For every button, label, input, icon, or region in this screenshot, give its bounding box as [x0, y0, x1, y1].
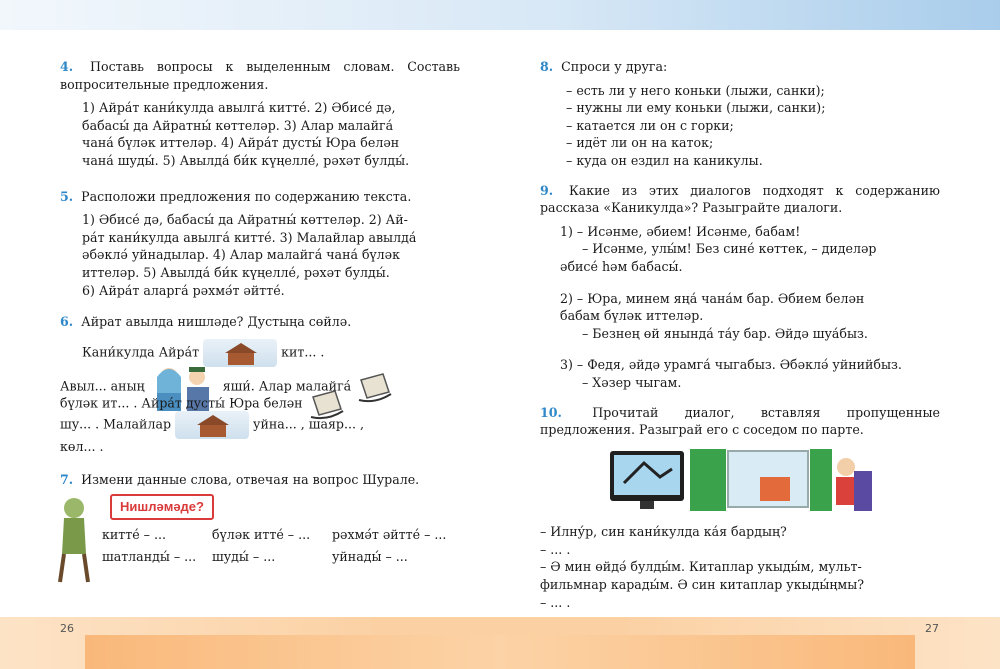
question-list	[566, 82, 940, 170]
dialogue-1	[560, 223, 940, 276]
exercise-9	[540, 182, 940, 392]
dialogue-line: – Хәзер чыгам.	[582, 374, 682, 390]
list-item: – нужны ли ему коньки (лыжи, санки);	[566, 99, 940, 117]
text-line: чана́ шуды́. 5) Авылда́ би́к күңелле́, рәхәт булды́.	[82, 152, 410, 168]
text-line: 6) Айра́т аларга́ рәхмә́т әйтте́.	[82, 282, 285, 298]
exercise-title: Расположи предложения по содержанию текста.	[81, 188, 412, 204]
fill-text: яши́. Алар малайга́	[222, 378, 352, 394]
list-item: – катается ли он с горки;	[566, 117, 940, 135]
exercise-number: 6.	[60, 314, 74, 330]
text-line: 1) Айра́т кани́кулда авылга́ китте́. 2) Әбисе́ дә,	[82, 100, 396, 116]
word-item: шатланды́ – ...	[102, 548, 197, 564]
word-item: уйнады́ – ...	[332, 548, 408, 564]
shurale-character-image	[52, 494, 98, 584]
bottom-banner	[0, 617, 1000, 669]
dialogue-2	[560, 290, 940, 343]
exercise-8	[540, 58, 940, 170]
word-grid	[102, 526, 460, 565]
dialogue-line: – ... .	[540, 594, 571, 610]
fill-text: Авыл... аның	[60, 378, 145, 394]
exercise-number: 10.	[540, 404, 562, 420]
exercise-number: 4.	[60, 59, 74, 74]
page-number-right: 27	[925, 622, 939, 635]
exercise-title: Прочитай диалог, вставляя пропущенные предложения. Разыграй его с соседом по парте.	[540, 404, 940, 438]
dialogue-line: 2) – Юра, минем яңа́ чана́м бар. Әбием белән	[560, 290, 865, 306]
list-item: – есть ли у него коньки (лыжи, санки);	[566, 82, 940, 100]
dialogue-line: – ... .	[540, 541, 571, 557]
fill-text: бүләк ит... . Айра́т дусты́ Юра белән	[60, 395, 303, 411]
dialogue-line: бабам бүләк иттеләр.	[560, 308, 704, 324]
exercise-title: Айрат авылда нишләде? Дустыңа сөйлә.	[81, 314, 352, 330]
boy-reading-scene-image	[610, 447, 874, 513]
text-line: ра́т кани́кулда авылга́ китте́. 3) Малайлар авылда́	[82, 229, 417, 245]
dialogue-line: 3) – Федя, әйдә урамга́ чыгабыз. Әбәклә́ уйнийбыз.	[560, 357, 902, 373]
top-banner	[0, 0, 1000, 30]
exercise-title: Какие из этих диалогов подходят к содержанию рассказа «Каникулда»? Разыграйте диалоги.	[540, 182, 940, 216]
fill-text: көл... .	[60, 438, 104, 454]
exercise-title: Спроси у друга:	[561, 59, 668, 74]
fill-text: уйна... , шаяр... ,	[253, 416, 365, 432]
exercise-6	[60, 313, 460, 459]
fill-text: шу... . Малайлар	[60, 416, 172, 432]
exercise-4	[60, 58, 460, 170]
dialogue-line: – Безнең өй янында́ та́у бар. Әйдә шуа́быз.	[582, 325, 868, 341]
dialogue-line: – Ә мин өйдә́ булды́м. Китаплар укыды́м, мульт-	[540, 559, 862, 575]
exercise-number: 9.	[540, 182, 554, 198]
list-item: – идёт ли он на каток;	[566, 134, 940, 152]
dialogue-line: әбисе́ һәм бабасы́.	[560, 258, 683, 274]
dialogue-line: 1) – Исәнме, әбием! Исәнме, бабам!	[560, 223, 801, 239]
exercise-5	[60, 188, 460, 300]
exercise-number: 8.	[540, 59, 554, 74]
exercise-number: 7.	[60, 471, 74, 487]
fill-text: кит... .	[281, 344, 325, 360]
word-item: рәхмә́т әйтте́ – ...	[332, 526, 447, 542]
exercise-7	[60, 471, 460, 565]
dialogue-line: – Исәнме, улы́м! Без сине́ көттек, – диделәр	[582, 241, 877, 257]
word-item: китте́ – ...	[102, 526, 166, 542]
text-line: бабасы́ да Айратны́ көттеләр. 3) Алар малайга́	[82, 117, 394, 133]
fill-text: Кани́кулда Айра́т	[82, 344, 200, 360]
list-item: – куда он ездил на каникулы.	[566, 152, 940, 170]
exercise-10	[540, 404, 940, 612]
shurale-question-badge: Нишләмәде?	[110, 494, 214, 520]
right-page	[540, 58, 940, 623]
text-line: әбәклә́ уйнадылар. 4) Алар малайга́ чана́ бүләк	[82, 247, 400, 263]
dialogue-3	[560, 356, 940, 391]
dialogue-line: – Илну́р, син кани́кулда ка́я бардың?	[540, 524, 787, 540]
left-page	[60, 58, 460, 577]
text-line: чана́ бүләк иттеләр. 4) Айра́т дусты́ Юра белән	[82, 135, 400, 151]
text-line: иттеләр. 5) Авылда́ би́к күңелле́, рәхәт булды́.	[82, 264, 390, 280]
exercise-title: Измени данные слова, отвечая на вопрос Шурале.	[81, 471, 420, 487]
dialogue-line: фильмнар карады́м. Ә син китаплар укыды́ңмы?	[540, 577, 865, 593]
exercise-title: Поставь вопросы к выделенным словам. Составь вопросительные предложения.	[60, 59, 460, 92]
exercise-number: 5.	[60, 188, 74, 204]
word-item: шуды́ – ...	[212, 548, 276, 564]
text-line: 1) Әбисе́ дә, бабасы́ да Айратны́ көттеләр. 2) Ай-	[82, 212, 408, 228]
page-number-left: 26	[60, 622, 74, 635]
word-item: бүләк итте́ – ...	[212, 526, 311, 542]
